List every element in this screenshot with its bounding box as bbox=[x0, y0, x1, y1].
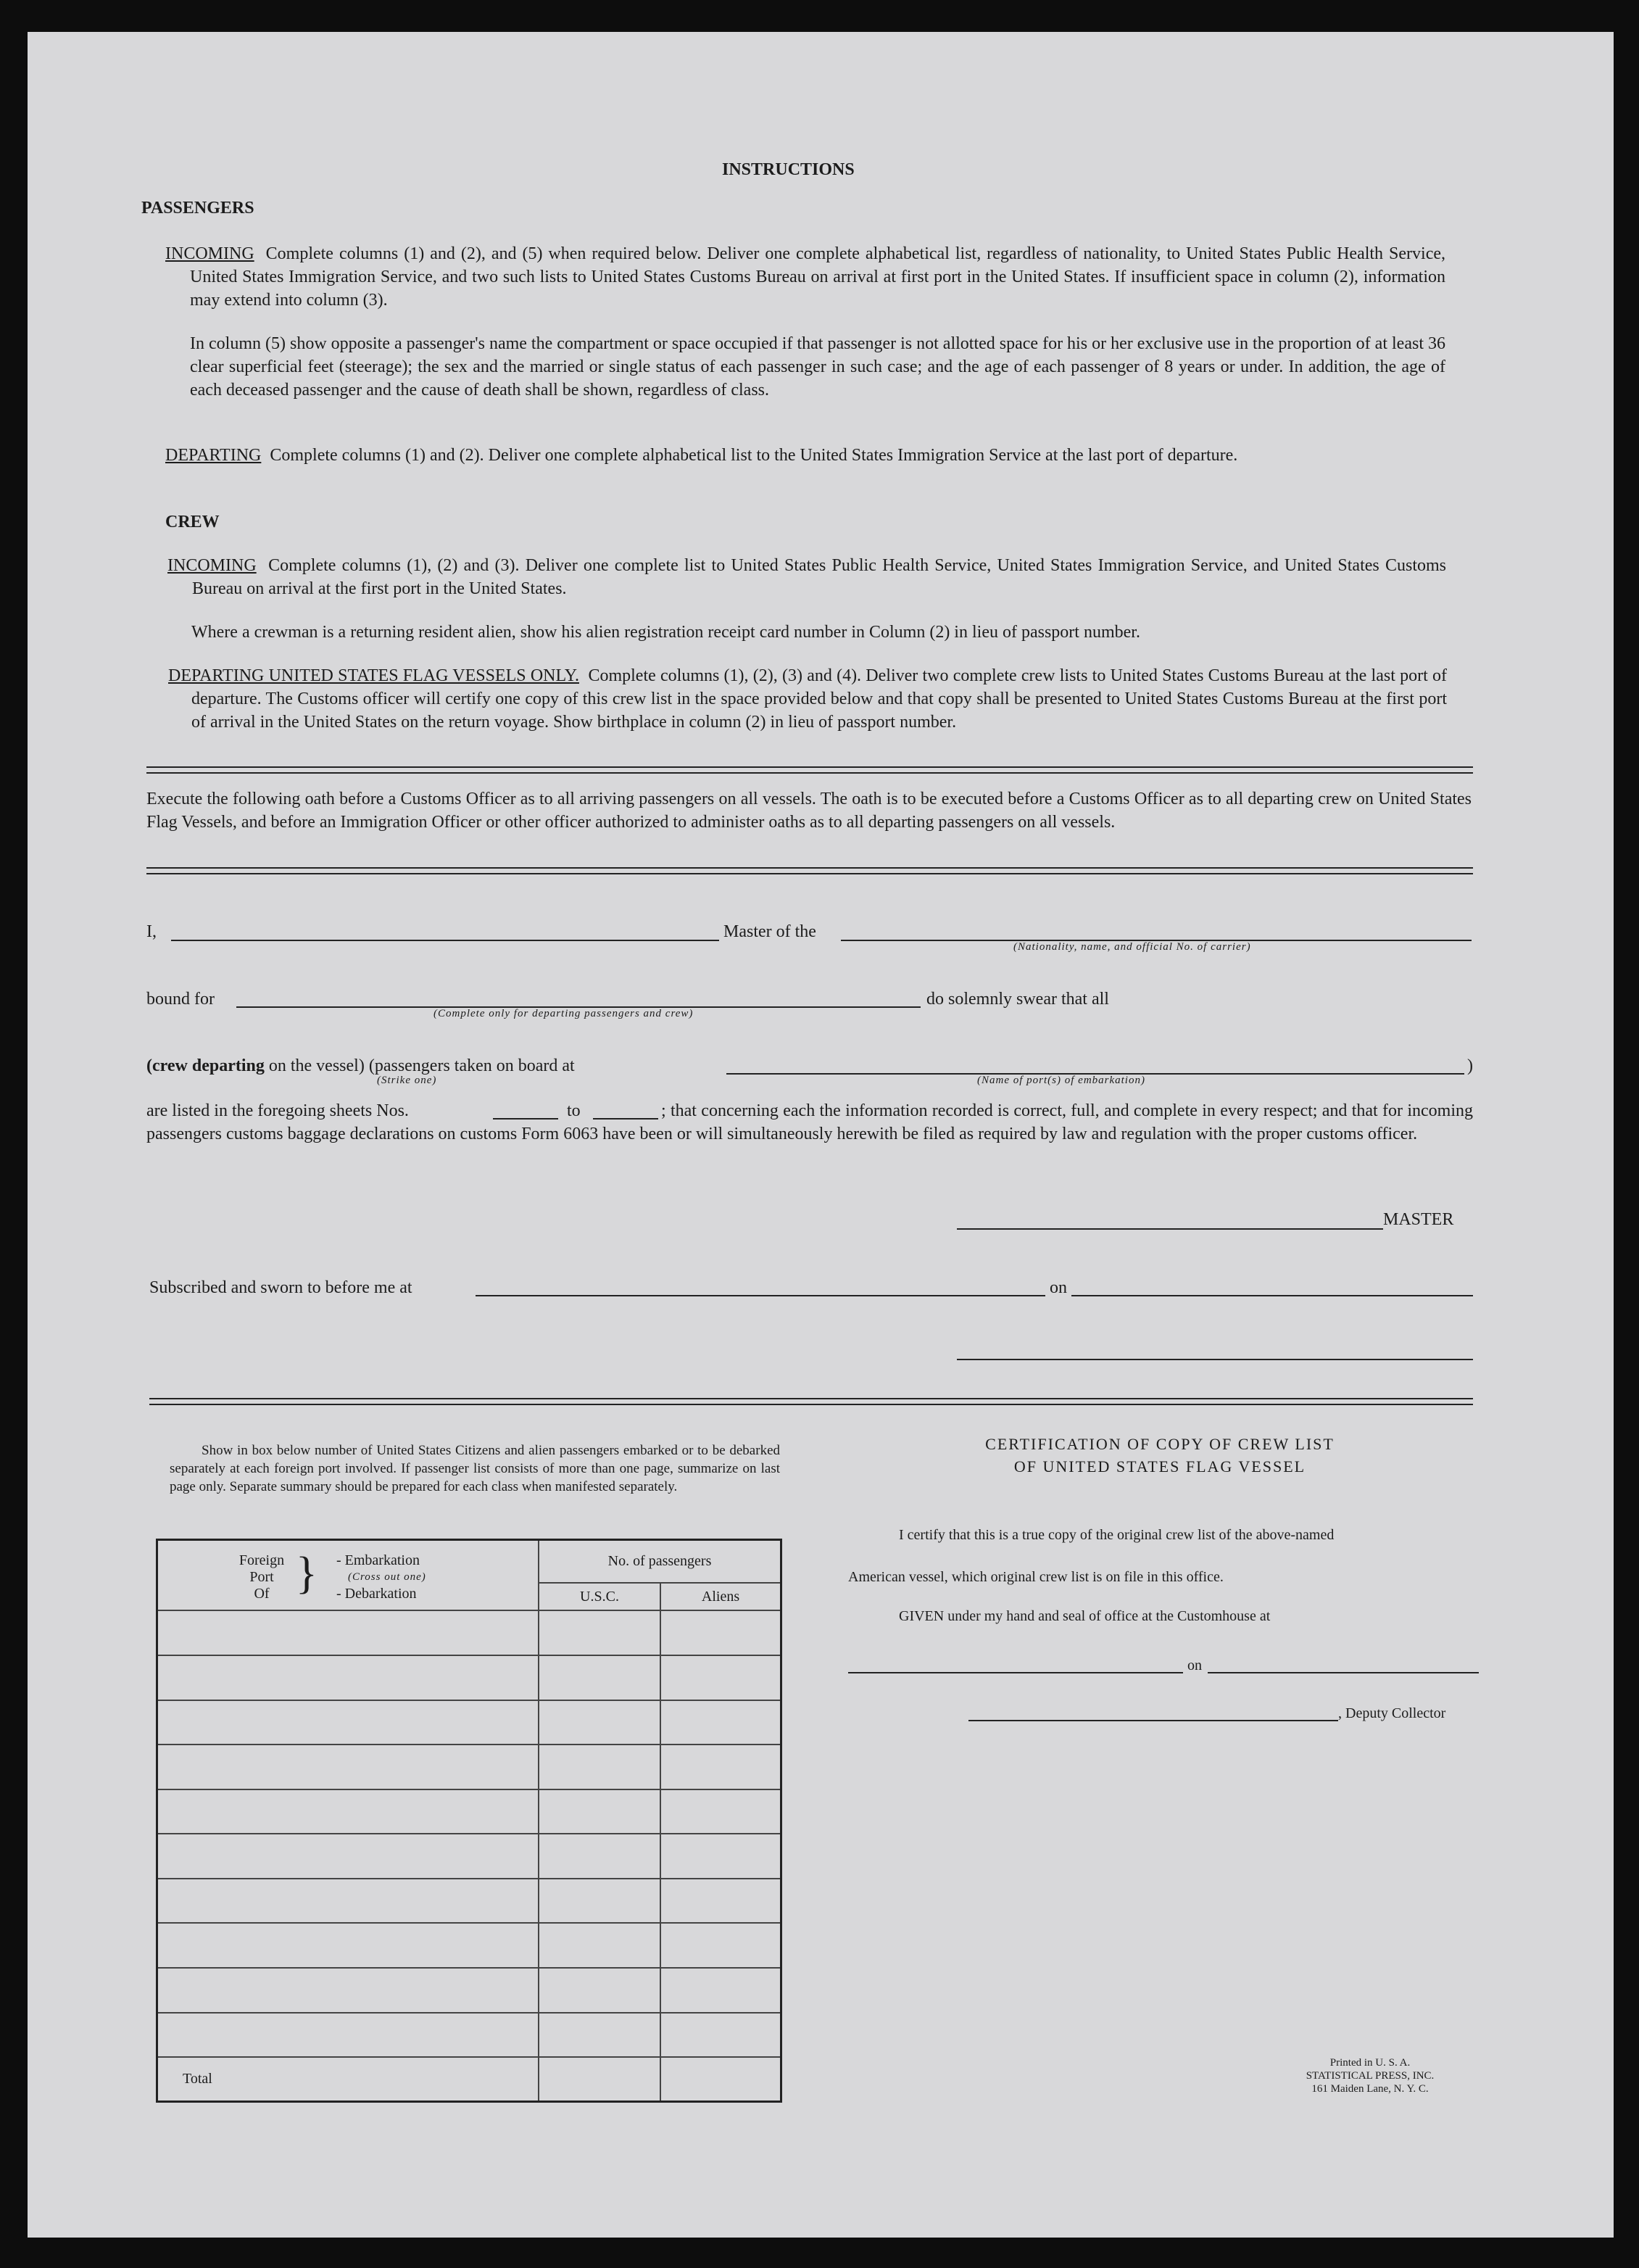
foreign-label: Foreign bbox=[238, 1552, 285, 1568]
crew-incoming-label: INCOMING bbox=[167, 556, 257, 575]
printer-imprint bbox=[1247, 2056, 1493, 2095]
close-paren: ) bbox=[1467, 1056, 1473, 1075]
summary-instruction: Show in box below number of United States Citizens and alien passengers embarked or to be debarked separately at each foreign port involved. If passenger list consists of more than one page, summarize on last page only. Separate summary should be prepared for each class when manifested separately. bbox=[170, 1443, 780, 1494]
usc-cell[interactable] bbox=[539, 1968, 660, 2013]
certification-date-line bbox=[1208, 1672, 1479, 1673]
officer-signature-line bbox=[957, 1359, 1473, 1360]
master-of-label: Master of the bbox=[723, 922, 816, 941]
certification-title-line1: CERTIFICATION OF COPY OF CREW LIST bbox=[985, 1435, 1335, 1453]
total-aliens-cell[interactable] bbox=[660, 2057, 781, 2101]
crew-incoming-paragraph bbox=[167, 554, 1446, 600]
listed-rest: ; that concerning each the information recorded is correct, full, and complete in every respect; and that for incoming passengers customs baggage declarations on customs Form 6063 have been or will simultaneously herewith be filed as required by law and regulation with the proper customs officer. bbox=[146, 1101, 1473, 1143]
divider-double-2 bbox=[146, 867, 1473, 874]
usc-cell[interactable] bbox=[539, 1789, 660, 1834]
summary-row bbox=[157, 1700, 781, 1745]
passengers-taken-label: (passengers taken on board at bbox=[368, 1056, 575, 1075]
total-label: Total bbox=[157, 2057, 539, 2101]
deputy-label: , Deputy Collector bbox=[1338, 1705, 1446, 1721]
port-cell[interactable] bbox=[157, 1655, 539, 1700]
certification-title-line2: OF UNITED STATES FLAG VESSEL bbox=[1013, 1457, 1306, 1476]
port-header-cell bbox=[157, 1540, 539, 1611]
passengers-departing-paragraph bbox=[165, 444, 1445, 467]
usc-cell[interactable] bbox=[539, 1610, 660, 1655]
no-passengers-header: No. of passengers bbox=[539, 1540, 781, 1583]
oath-intro: Execute the following oath before a Customs Officer as to all arriving passengers on all vessels. The oath is to be executed before a Customs Officer as to all departing crew on United States Flag Vessels, and before an Immigration Officer or other officer authorized to administer oaths as to all departing passengers on all vessels. bbox=[146, 790, 1472, 832]
summary-rows bbox=[157, 1610, 781, 2057]
certify-line2: American vessel, which original crew list is on file in this office. bbox=[848, 1569, 1224, 1585]
summary-row bbox=[157, 1745, 781, 1789]
incoming-text: Complete columns (1) and (2), and (5) when required below. Deliver one complete alphabetical list, regardless of nationality, to United States Public Health Service, United States Immigration Service, and two such lists to United States Customs Bureau on arrival at first port in the United States. If insufficient space in column (2), information may extend into column (3). bbox=[190, 244, 1446, 310]
departing-text: Complete columns (1) and (2). Deliver one complete alphabetical list to the United States Immigration Service at the last port of departure. bbox=[270, 446, 1238, 465]
nationality-caption: (Nationality, name, and official No. of carrier) bbox=[1013, 941, 1251, 953]
aliens-cell[interactable] bbox=[660, 1655, 781, 1700]
aliens-cell[interactable] bbox=[660, 1923, 781, 1968]
instructions-title: INSTRUCTIONS bbox=[722, 160, 855, 179]
crew-heading: CREW bbox=[165, 513, 220, 531]
master-name-line bbox=[171, 940, 719, 941]
deputy-signature-line bbox=[968, 1720, 1338, 1721]
crew-departing-label: DEPARTING UNITED STATES FLAG VESSELS ONLY. bbox=[168, 666, 579, 685]
port-cell[interactable] bbox=[157, 1923, 539, 1968]
usc-cell[interactable] bbox=[539, 1879, 660, 1924]
master-label: MASTER bbox=[1383, 1210, 1454, 1229]
crew-departing-text: Complete columns (1), (2), (3) and (4). Deliver two complete crew lists to United States Customs Bureau at the last port of departure. The Customs officer will certify one copy of this crew list in the space provided below and that copy shall be presented to United States Customs Bureau at the first port of arrival in the United States on the return voyage. Show birthplace in column (2) in lieu of passport number. bbox=[191, 666, 1447, 732]
summary-row bbox=[157, 1610, 781, 1655]
printer-line1: Printed in U. S. A. bbox=[1329, 2057, 1411, 2069]
cross-out-caption: (Cross out one) bbox=[348, 1571, 426, 1583]
subscribed-label: Subscribed and sworn to before me at bbox=[149, 1278, 412, 1297]
port-label: Port bbox=[249, 1569, 274, 1585]
oath-i-label: I, bbox=[146, 922, 157, 941]
summary-row bbox=[157, 1834, 781, 1879]
brace-icon: } bbox=[296, 1549, 318, 1598]
aliens-header: Aliens bbox=[660, 1583, 781, 1611]
swear-label: do solemnly swear that all bbox=[926, 990, 1109, 1009]
summary-row bbox=[157, 1968, 781, 2013]
sworn-at-line bbox=[476, 1295, 1045, 1296]
master-signature-line bbox=[957, 1228, 1383, 1230]
aliens-cell[interactable] bbox=[660, 1789, 781, 1834]
crew-passengers-line bbox=[146, 1054, 575, 1077]
divider-double-3 bbox=[149, 1398, 1473, 1405]
port-cell[interactable] bbox=[157, 1834, 539, 1879]
aliens-cell[interactable] bbox=[660, 1610, 781, 1655]
strike-one-caption: (Strike one) bbox=[377, 1075, 437, 1086]
usc-cell[interactable] bbox=[539, 2013, 660, 2058]
usc-cell[interactable] bbox=[539, 1655, 660, 1700]
usc-cell[interactable] bbox=[539, 1923, 660, 1968]
printer-line3: 161 Maiden Lane, N. Y. C. bbox=[1311, 2083, 1429, 2095]
summary-row bbox=[157, 1789, 781, 1834]
usc-header: U.S.C. bbox=[539, 1583, 660, 1611]
of-label: Of bbox=[254, 1586, 270, 1602]
incoming-label: INCOMING bbox=[165, 244, 254, 263]
debarkation-label: - Debarkation bbox=[336, 1586, 417, 1602]
port-cell[interactable] bbox=[157, 2013, 539, 2058]
on-vessel-label: on the vessel) bbox=[268, 1056, 365, 1075]
usc-cell[interactable] bbox=[539, 1834, 660, 1879]
summary-row bbox=[157, 2013, 781, 2058]
to-label: to bbox=[567, 1101, 581, 1120]
given-line: GIVEN under my hand and seal of office at the Customhouse at bbox=[899, 1608, 1271, 1624]
port-cell[interactable] bbox=[157, 1700, 539, 1745]
summary-row bbox=[157, 1655, 781, 1700]
aliens-cell[interactable] bbox=[660, 1834, 781, 1879]
customhouse-line bbox=[848, 1672, 1183, 1673]
port-cell[interactable] bbox=[157, 1610, 539, 1655]
listed-label: are listed in the foregoing sheets Nos. bbox=[146, 1101, 409, 1120]
crew-departing-label: (crew departing bbox=[146, 1056, 265, 1075]
complete-only-caption: (Complete only for departing passengers and crew) bbox=[433, 1008, 694, 1019]
port-cell[interactable] bbox=[157, 1745, 539, 1789]
sworn-on-line bbox=[1071, 1295, 1473, 1296]
certification-on-label: on bbox=[1187, 1657, 1202, 1673]
usc-cell[interactable] bbox=[539, 1745, 660, 1789]
sworn-on-label: on bbox=[1050, 1278, 1067, 1297]
passengers-column5-paragraph: In column (5) show opposite a passenger's name the compartment or space occupied if that passenger is not allotted space for his or her exclusive use in the proportion of at least 36 clear superficial feet (steerage); the sex and the married or single status of each passenger in such case; and the age of each passenger of 8 years or under. In addition, the age of each deceased passenger and the cause of death shall be shown, regardless of class. bbox=[190, 334, 1445, 400]
total-usc-cell[interactable] bbox=[539, 2057, 660, 2101]
crew-resident-paragraph: Where a crewman is a returning resident alien, show his alien registration receipt card number in Column (2) in lieu of passport number. bbox=[191, 623, 1140, 642]
usc-cell[interactable] bbox=[539, 1700, 660, 1745]
crew-incoming-text: Complete columns (1), (2) and (3). Deliver one complete list to United States Public Health Service, United States Immigration Service, and United States Customs Bureau on arrival at the first port in the United States. bbox=[192, 556, 1446, 598]
departing-label: DEPARTING bbox=[165, 446, 262, 465]
summary-row bbox=[157, 1879, 781, 1924]
aliens-cell[interactable] bbox=[660, 1745, 781, 1789]
aliens-cell[interactable] bbox=[660, 1700, 781, 1745]
ports-caption: (Name of port(s) of embarkation) bbox=[977, 1075, 1145, 1086]
aliens-cell[interactable] bbox=[660, 1968, 781, 2013]
divider-double-1 bbox=[146, 766, 1473, 774]
port-cell[interactable] bbox=[157, 1968, 539, 2013]
aliens-cell[interactable] bbox=[660, 1879, 781, 1924]
crew-departing-paragraph bbox=[168, 664, 1447, 734]
port-cell[interactable] bbox=[157, 1879, 539, 1924]
passengers-heading: PASSENGERS bbox=[141, 199, 254, 218]
passengers-incoming-paragraph bbox=[165, 242, 1446, 312]
printer-line2: STATISTICAL PRESS, INC. bbox=[1306, 2070, 1435, 2082]
aliens-cell[interactable] bbox=[660, 2013, 781, 2058]
port-cell[interactable] bbox=[157, 1789, 539, 1834]
summary-row bbox=[157, 1923, 781, 1968]
embarkation-label: - Embarkation bbox=[336, 1552, 420, 1568]
certification-title bbox=[892, 1433, 1428, 1478]
bound-for-label: bound for bbox=[146, 990, 215, 1009]
certify-line1: I certify that this is a true copy of the original crew list of the above-named bbox=[899, 1527, 1335, 1543]
passenger-summary-table bbox=[156, 1539, 782, 2103]
